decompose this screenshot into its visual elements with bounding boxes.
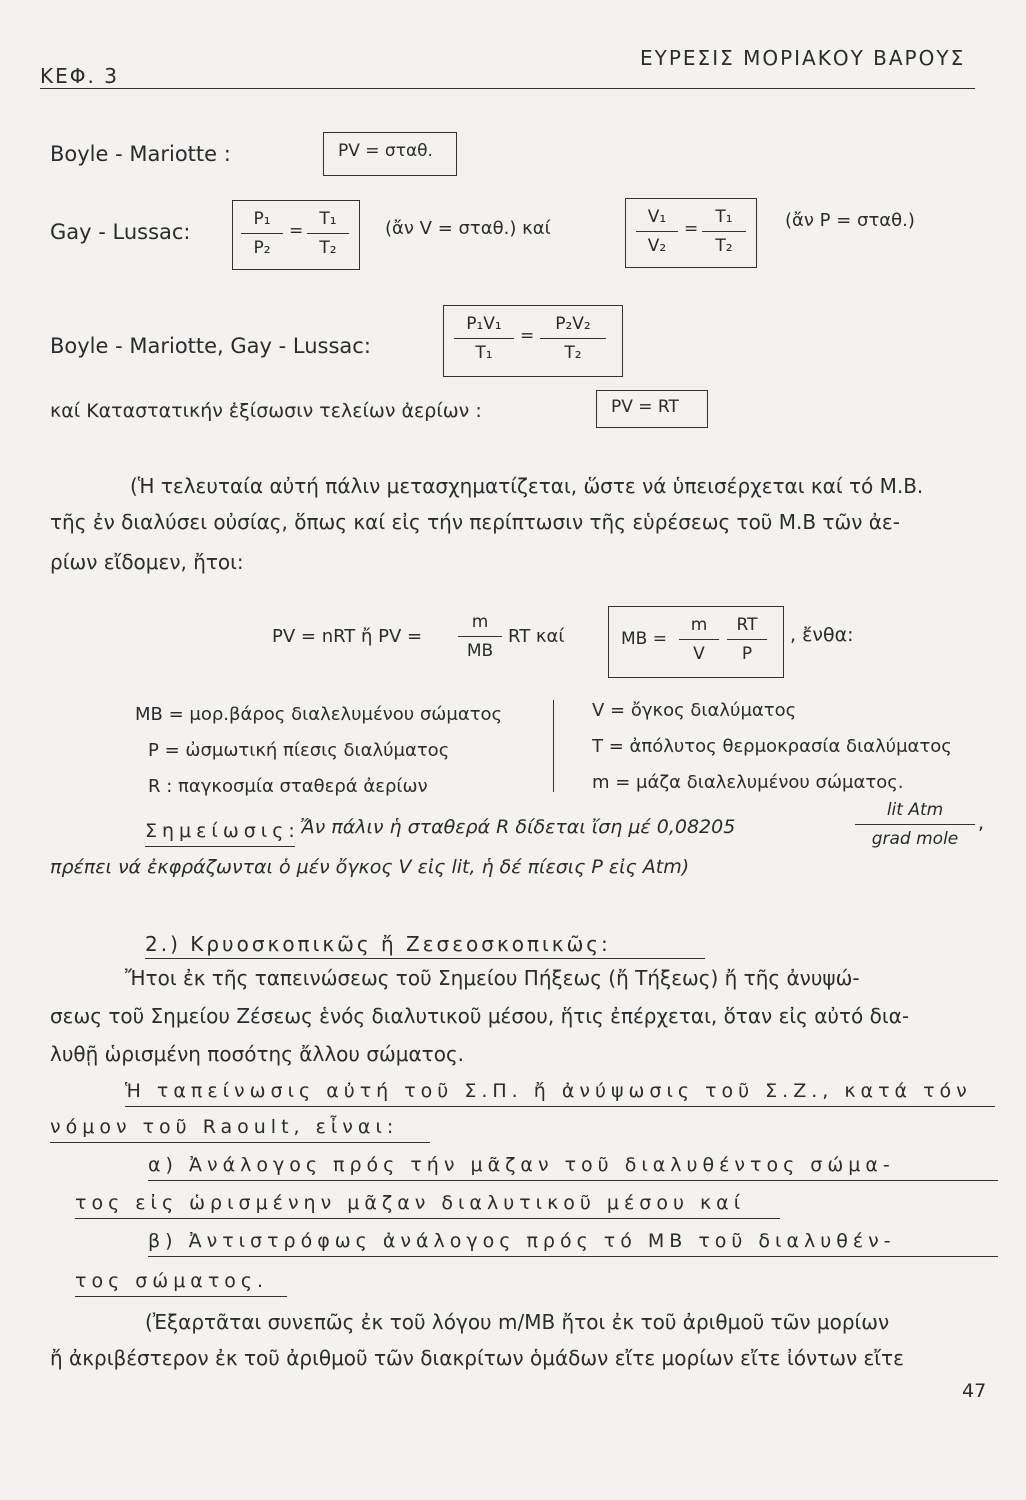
t2: T₂ bbox=[564, 343, 582, 363]
fraction-m-v bbox=[679, 613, 719, 666]
fraction-bar bbox=[636, 231, 678, 232]
section2-line2: σεως τοῦ Σημείου Ζέσεως ἑνός διαλυτικοῦ μέσου, ἥτις ἐπέρχεται, ὅταν εἰς αὐτό δια- bbox=[50, 1004, 910, 1028]
unit-grad-mole: grad mole bbox=[871, 829, 959, 849]
t2: T₂ bbox=[319, 238, 337, 258]
fraction-bar bbox=[702, 231, 746, 232]
m: m bbox=[471, 612, 489, 632]
combined-label: Boyle - Mariotte, Gay - Lussac: bbox=[50, 334, 371, 358]
t1: T₁ bbox=[715, 207, 733, 227]
v1: V₁ bbox=[647, 207, 667, 227]
p1v1: P₁V₁ bbox=[466, 314, 502, 334]
gay-condition-pressure: (ἄν P = σταθ.) bbox=[785, 210, 915, 231]
fraction-m-mb bbox=[458, 610, 502, 663]
fraction-bar bbox=[855, 824, 975, 825]
note-comma: , bbox=[978, 812, 985, 834]
section2-line7: ἤ ἀκριβέστερον ἐκ τοῦ ἀριθμοῦ τῶν διακρίτων ὁμάδων εἴτε μορίων εἴτε ἰόντων εἴτε bbox=[50, 1346, 904, 1370]
v2: V₂ bbox=[647, 236, 667, 256]
unit-lit-atm: lit Atm bbox=[886, 800, 944, 820]
fraction-p1-p2 bbox=[241, 207, 283, 260]
note-text: Ἄν πάλιν ἡ σταθερά R δίδεται ἴση μέ 0,08205 bbox=[300, 816, 736, 838]
combined-formula-box bbox=[443, 305, 623, 377]
section2-title-underline bbox=[145, 958, 705, 959]
enda-word: , ἔνθα: bbox=[790, 624, 854, 646]
fraction-t1-t2 bbox=[307, 207, 349, 260]
definition-t: T = ἀπόλυτος θερμοκρασία διαλύματος bbox=[592, 736, 952, 757]
condition-b-line2: τος σώματος. bbox=[75, 1270, 269, 1292]
section2-line5-underline bbox=[50, 1142, 430, 1143]
gay-lussac-label: Gay - Lussac: bbox=[50, 220, 191, 244]
fraction-bar bbox=[241, 233, 283, 234]
fraction-t1-t2-b bbox=[702, 205, 746, 258]
gay-lussac-pressure-box bbox=[232, 200, 360, 270]
condition-a-line1-underline bbox=[148, 1180, 998, 1181]
state-formula-box bbox=[596, 390, 708, 428]
condition-a-line2-underline bbox=[75, 1218, 780, 1219]
fraction-p2v2-t2 bbox=[540, 312, 606, 365]
definition-v: V = ὄγκος διαλύματος bbox=[592, 700, 797, 721]
definition-r: R : παγκοσμία σταθερά ἀερίων bbox=[148, 776, 428, 797]
header-rule bbox=[40, 88, 975, 89]
t1: T₁ bbox=[475, 343, 493, 363]
note-unit-fraction bbox=[855, 798, 975, 851]
definition-mb: MB = μορ.βάρος διαλελυμένου σώματος bbox=[135, 704, 503, 725]
t1: T₁ bbox=[319, 209, 337, 229]
paragraph1-line2: τῆς ἐν διαλύσει οὐσίας, ὅπως καί εἰς τήν περίπτωσιν τῆς εὑρέσεως τοῦ Μ.Β τῶν ἀε- bbox=[50, 510, 900, 534]
note-title-underline bbox=[145, 846, 295, 847]
boyle-formula: PV = σταθ. bbox=[338, 141, 433, 161]
fraction-bar bbox=[540, 338, 606, 339]
section2-line1: Ἤτοι ἐκ τῆς ταπεινώσεως τοῦ Σημείου Πήξεως (ἤ Τήξεως) ἤ τῆς ἀνυψώ- bbox=[125, 966, 860, 990]
section2-title: 2.) Κρυοσκοπικῶς ἤ Ζεσεοσκοπικῶς: bbox=[145, 932, 611, 956]
state-formula: PV = RT bbox=[611, 397, 679, 417]
section2-line4-underline bbox=[125, 1106, 995, 1107]
condition-a-line1: α) Ἀνάλογος πρός τήν μᾶζαν τοῦ διαλυθέντος σώμα- bbox=[148, 1154, 895, 1176]
boyle-formula-box bbox=[323, 132, 457, 176]
mb: MB bbox=[466, 641, 494, 661]
v: V bbox=[693, 644, 705, 664]
equals-sign: = bbox=[289, 221, 304, 241]
section2-line6: (Ἐξαρτᾶται συνεπῶς ἐκ τοῦ λόγου m/MB ἤτοι ἐκ τοῦ ἀριθμοῦ τῶν μορίων bbox=[145, 1310, 890, 1334]
fraction-bar bbox=[679, 639, 719, 640]
rt: RT bbox=[736, 615, 758, 635]
section2-line4: Ἡ ταπείνωσις αὐτή τοῦ Σ.Π. ἤ ἀνύψωσις τοῦ Σ.Ζ., κατά τόν bbox=[125, 1080, 972, 1102]
gay-lussac-volume-box bbox=[625, 198, 757, 268]
equals-sign: = bbox=[684, 219, 699, 239]
note-title: Σημείωσις: bbox=[145, 820, 300, 842]
definitions-divider bbox=[553, 700, 554, 792]
section2-line5: νόμον τοῦ Raoult, εἶναι: bbox=[50, 1116, 399, 1138]
condition-b-line1: β) Ἀντιστρόφως ἀνάλογος πρός τό ΜΒ τοῦ διαλυθέν- bbox=[148, 1230, 896, 1252]
mb-formula-box bbox=[608, 606, 784, 678]
p2: P₂ bbox=[253, 238, 271, 258]
paragraph1-line3: ρίων εἴδομεν, ἤτοι: bbox=[50, 550, 244, 574]
fraction-v1-v2 bbox=[636, 205, 678, 258]
p1: P₁ bbox=[253, 209, 271, 229]
p: P bbox=[741, 644, 753, 664]
condition-b-line1-underline bbox=[148, 1256, 998, 1257]
definition-p: P = ὠσμωτική πίεσις διαλύματος bbox=[148, 740, 450, 761]
condition-b-line2-underline bbox=[75, 1296, 287, 1297]
formula-rt-kai: RT καί bbox=[508, 626, 565, 647]
chapter-label: ΚΕΦ. 3 bbox=[40, 64, 119, 88]
t2: T₂ bbox=[715, 236, 733, 256]
note-line2: πρέπει νά ἐκφράζωνται ὁ μέν ὄγκος V εἰς lit, ἡ δέ πίεσις P εἰς Atm) bbox=[50, 856, 690, 878]
m: m bbox=[690, 615, 708, 635]
fraction-rt-p bbox=[727, 613, 767, 666]
fraction-p1v1-t1 bbox=[454, 312, 514, 365]
gay-condition-volume: (ἄν V = σταθ.) καί bbox=[385, 218, 551, 239]
section2-line3: λυθῇ ὡρισμένη ποσότης ἄλλου σώματος. bbox=[50, 1042, 465, 1066]
condition-a-line2: τος εἰς ὡρισμένην μᾶζαν διαλυτικοῦ μέσου καί bbox=[75, 1192, 746, 1214]
boyle-label: Boyle - Mariotte : bbox=[50, 142, 231, 166]
fraction-bar bbox=[458, 636, 502, 637]
page-title: ΕΥΡΕΣΙΣ ΜΟΡΙΑΚΟΥ ΒΑΡΟΥΣ bbox=[640, 46, 966, 70]
fraction-bar bbox=[307, 233, 349, 234]
state-equation-label: καί Καταστατικήν ἐξίσωσιν τελείων ἀερίων : bbox=[50, 400, 482, 422]
paragraph1-line1: (Ἡ τελευταία αὐτή πάλιν μετασχηματίζεται, ὥστε νά ὑπεισέρχεται καί τό Μ.Β. bbox=[130, 474, 924, 498]
page-number: 47 bbox=[962, 1380, 987, 1402]
p2v2: P₂V₂ bbox=[555, 314, 591, 334]
mb-label: MB = bbox=[621, 629, 667, 649]
formula-pv-nrt: PV = nRT ἤ PV = bbox=[272, 626, 423, 647]
fraction-bar bbox=[727, 639, 767, 640]
definition-m: m = μάζα διαλελυμένου σώματος. bbox=[592, 772, 904, 793]
equals-sign: = bbox=[520, 326, 535, 346]
fraction-bar bbox=[454, 338, 514, 339]
